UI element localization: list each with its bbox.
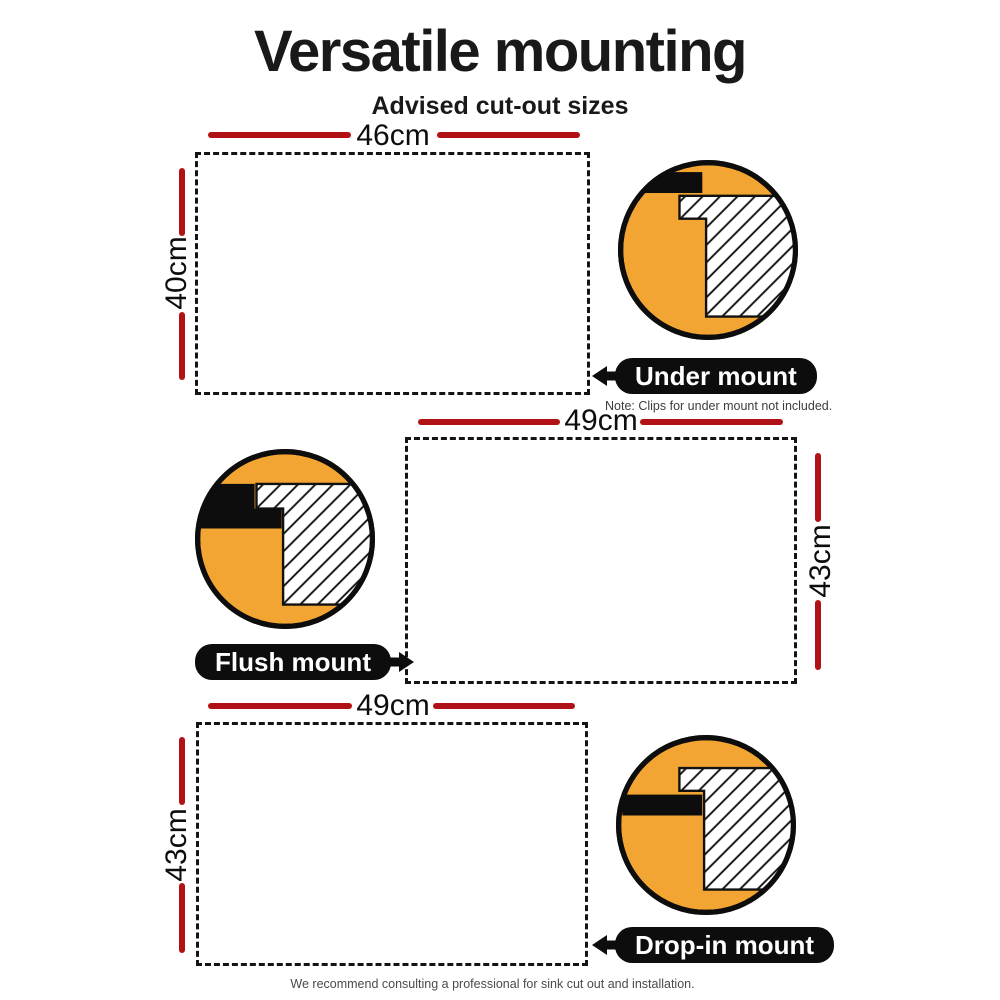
drop-in-mount-width-label: 49cm (356, 689, 430, 722)
dimension-line (179, 737, 185, 805)
under-mount-note: Note: Clips for under mount not included. (605, 399, 833, 413)
drop-in-mount-label: Drop-in mount (615, 927, 834, 963)
drop-in-mount-callout (592, 927, 834, 963)
flush-mount-cross-section-diagram (190, 444, 380, 634)
drop-in-mount-cross-section-diagram (611, 730, 801, 920)
under-mount-width-label: 46cm (356, 119, 430, 152)
under-mount-height-label: 40cm (160, 236, 193, 310)
dimension-line (815, 600, 821, 670)
under-mount-cutout-rect (195, 152, 590, 395)
dimension-line (208, 132, 351, 138)
flush-mount-label: Flush mount (195, 644, 391, 680)
under-mount-label: Under mount (615, 358, 817, 394)
under-mount-callout (592, 358, 817, 394)
flush-mount-height-label: 43cm (804, 524, 837, 598)
footer-note: We recommend consulting a professional for sink cut out and installation. (290, 977, 695, 991)
dimension-line (179, 883, 185, 953)
dimension-line (418, 419, 560, 425)
dimension-line (437, 132, 580, 138)
dimension-line (179, 312, 185, 380)
dimension-line (815, 453, 821, 522)
drop-in-mount-cutout-rect (196, 722, 588, 966)
page-title: Versatile mounting (254, 19, 746, 84)
page-subtitle: Advised cut-out sizes (371, 92, 629, 120)
dimension-line (208, 703, 352, 709)
dimension-line (640, 419, 783, 425)
under-mount-cross-section-diagram (613, 155, 803, 345)
drop-in-mount-height-label: 43cm (160, 808, 193, 882)
flush-mount-width-label: 49cm (564, 404, 638, 437)
flush-mount-callout (195, 644, 414, 680)
flush-mount-cutout-rect (405, 437, 797, 684)
dimension-line (179, 168, 185, 236)
dimension-line (433, 703, 575, 709)
